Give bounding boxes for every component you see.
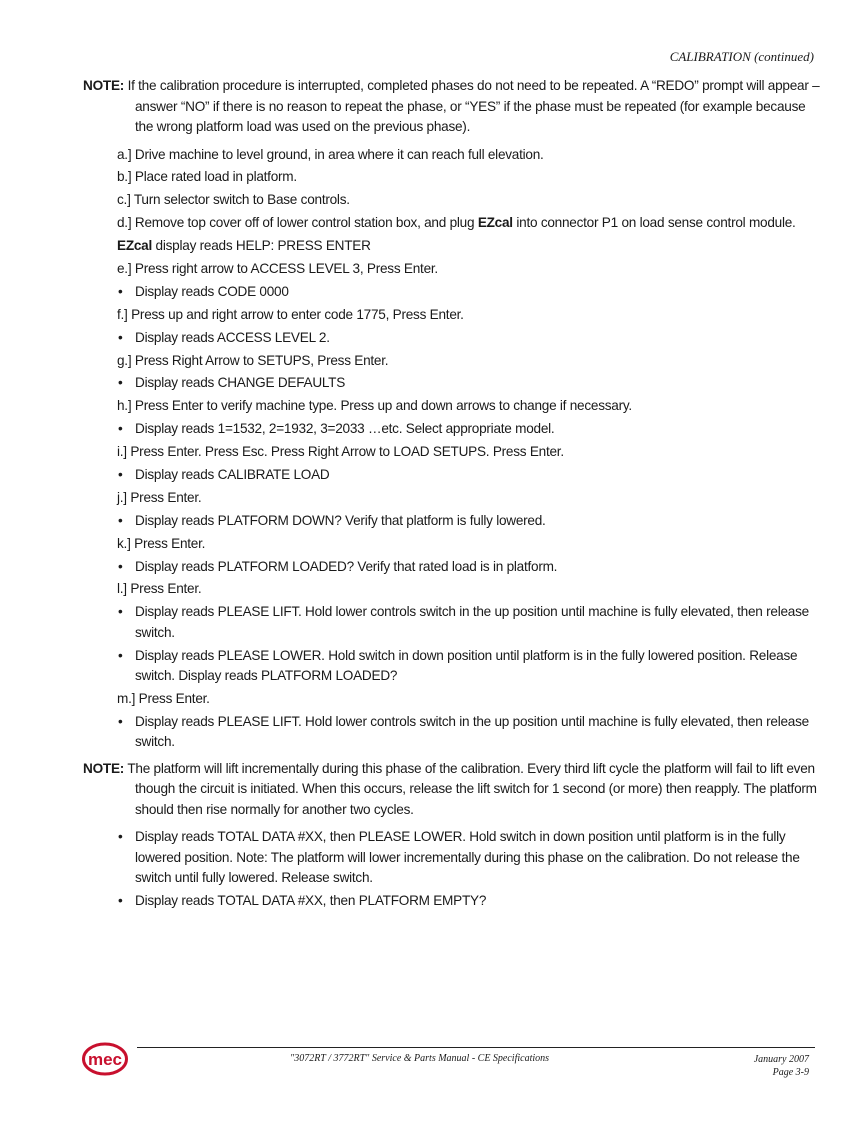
footer-page-number: Page 3-9 <box>772 1067 809 1078</box>
bullet-h <box>83 419 823 440</box>
bullet-text: Display reads 1=1532, 2=1932, 3=2033 …etc. Select appropriate model. <box>135 421 555 437</box>
step-g: g.] Press Right Arrow to SETUPS, Press Enter. <box>117 352 389 368</box>
step-c: c.] Turn selector switch to Base controls. <box>117 192 350 208</box>
bullet-glyph: • <box>118 375 123 391</box>
bullet-text: Display reads ACCESS LEVEL 2. <box>135 329 330 345</box>
bullet-f <box>83 328 823 349</box>
bullet-text: Display reads PLATFORM LOADED? Verify that rated load is in platform. <box>135 558 558 574</box>
ezcal-label: EZcal <box>477 215 513 231</box>
bullet-glyph: • <box>118 421 123 437</box>
bullet-text: Display reads CALIBRATE LOAD <box>135 466 330 482</box>
bullet-glyph: • <box>118 329 123 345</box>
bullet-m <box>83 712 823 753</box>
bullet-g <box>83 373 823 394</box>
step-m: m.] Press Enter. <box>117 691 210 707</box>
footer-date-page <box>754 1053 809 1079</box>
bullet-i <box>83 465 823 486</box>
bullet-l-1 <box>83 602 823 643</box>
section-header: CALIBRATION (continued) <box>669 49 814 64</box>
bullet-glyph: • <box>118 647 123 663</box>
page-body <box>83 76 823 914</box>
step-h: h.] Press Enter to verify machine type. Press up and down arrows to change if necessary. <box>117 398 632 414</box>
ezcal-display <box>83 236 823 257</box>
bullet-glyph: • <box>118 713 123 729</box>
note-text: If the calibration procedure is interrupted, completed phases do not need to be repeated. A “REDO” prompt will appear – answer “NO” if there is no reason to repeat the phase, or “YES” if the phase must be repeated (for example because the wrong platform load was used on the previous phase). <box>124 78 820 134</box>
note-label: NOTE: <box>83 760 125 776</box>
note-label: NOTE: <box>83 78 125 93</box>
bullet-text: Display reads CHANGE DEFAULTS <box>135 375 346 391</box>
bullet-final-1 <box>83 827 823 889</box>
note-interrupted <box>83 76 823 138</box>
note-text: The platform will lift incrementally during this phase of the calibration. Every third lift cycle the platform will fail to lift even though the circuit is initiated. When this occurs, release the lift switch for 1 second (or more) then reapply. The platform should then rise normally for another two cycles. <box>124 760 817 817</box>
bullet-text: Display reads PLATFORM DOWN? Verify that platform is fully lowered. <box>135 512 546 528</box>
bullet-glyph: • <box>118 604 123 620</box>
step-d <box>83 213 823 234</box>
bullet-text: Display reads PLEASE LIFT. Hold lower controls switch in the up position until machine is fully elevated, then release switch. <box>135 713 809 750</box>
bullet-text: Display reads PLEASE LOWER. Hold switch in down position until platform is in the fully lowered position. Release switch. Display reads PLATFORM LOADED? <box>135 647 798 684</box>
step-j: j.] Press Enter. <box>117 489 202 505</box>
step-i: i.] Press Enter. Press Esc. Press Right Arrow to LOAD SETUPS. Press Enter. <box>117 444 564 460</box>
step-l: l.] Press Enter. <box>117 581 202 597</box>
bullet-text: Display reads TOTAL DATA #XX, then PLEASE LOWER. Hold switch in down position until platform is in the fully lowered position. Note: The platform will lower incrementally during this phase on the calibration. Do not release the switch until fully lowered. Release switch. <box>135 829 800 886</box>
bullet-text: Display reads TOTAL DATA #XX, then PLATFORM EMPTY? <box>135 893 487 909</box>
bullet-e <box>83 282 823 303</box>
logo-text: mec <box>87 1050 123 1069</box>
bullet-j <box>83 511 823 532</box>
step-k: k.] Press Enter. <box>117 535 206 551</box>
bullet-glyph: • <box>118 893 123 909</box>
step-a: a.] Drive machine to level ground, in area where it can reach full elevation. <box>117 146 544 162</box>
note-incremental-lift <box>83 759 823 821</box>
footer-divider <box>137 1047 815 1048</box>
step-e: e.] Press right arrow to ACCESS LEVEL 3, Press Enter. <box>117 260 438 276</box>
bullet-glyph: • <box>118 466 123 482</box>
bullet-glyph: • <box>118 283 123 299</box>
bullet-k <box>83 557 823 578</box>
footer-manual-title: "3072RT / 3772RT" Service & Parts Manual - CE Specifications <box>290 1053 550 1064</box>
bullet-text: Display reads CODE 0000 <box>135 283 289 299</box>
mec-logo-icon <box>82 1042 128 1076</box>
step-d-text-2: into connector P1 on load sense control module. <box>512 215 796 231</box>
step-d-text: d.] Remove top cover off of lower control station box, and plug <box>117 215 478 231</box>
step-f: f.] Press up and right arrow to enter code 1775, Press Enter. <box>117 306 464 322</box>
ezcal-display-text: display reads HELP: PRESS ENTER <box>152 238 371 254</box>
footer-date: January 2007 <box>753 1054 809 1065</box>
bullet-glyph: • <box>118 829 123 845</box>
ezcal-label: EZcal <box>117 238 153 254</box>
bullet-l-2 <box>83 646 823 687</box>
bullet-final-2 <box>83 891 823 912</box>
bullet-glyph: • <box>118 512 123 528</box>
step-b: b.] Place rated load in platform. <box>117 169 297 185</box>
bullet-glyph: • <box>118 558 123 574</box>
bullet-text: Display reads PLEASE LIFT. Hold lower controls switch in the up position until machine is fully elevated, then release switch. <box>135 604 809 640</box>
